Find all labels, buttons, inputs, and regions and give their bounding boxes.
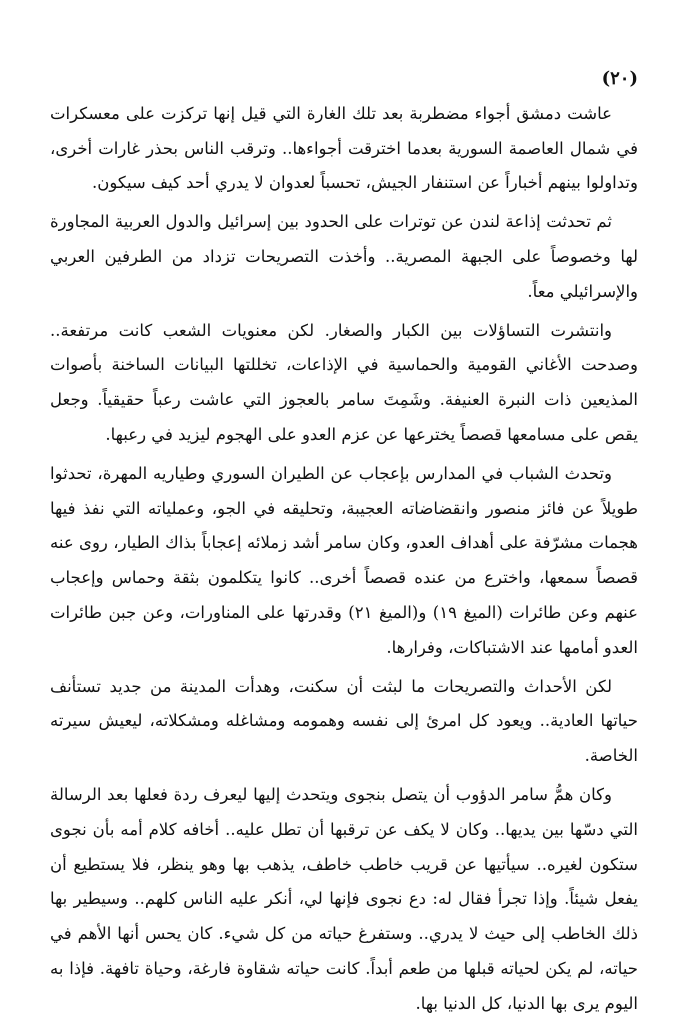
chapter-number: (٢٠) xyxy=(601,68,638,89)
paragraph-6: وكان همُّ سامر الدؤوب أن يتصل بنجوى ويتحدث إليها ليعرف ردة فعلها بعد الرسالة التي دسّها بين يديها.. وكان لا يكف عن ترقبها أن تطل عليه.. أخافه كلام أمه بأن نجوى ستكون لغيره.. سيأتيها عن قريب خاطب خاطف، يذهب بها وهو ينظر، فلا يستطيع أن يفعل شيئاً. وإذا تجرأ فقال له: دع نجوى فإنها لي، أنكر عليه الناس كلهم.. وسيطير بها ذلك الخاطب إلى حيث لا يدري.. وستفرغ حياته من كل شيء. كان يحس أنها الأهم في حياته، لم يكن لحياته قبلها من طعم أبداً. كانت حياته شقاوة فارغة، وحياة تافهة. فإذا به اليوم يرى بها الدنيا، كل الدنيا بها. xyxy=(50,784,638,1013)
book-page xyxy=(50,62,638,1026)
paragraph-4: وتحدث الشباب في المدارس بإعجاب عن الطيران السوري وطياريه المهرة، تحدثوا طويلاً عن فائز منصور وانقضاضاته العجيبة، وتحليقه في الجو، وعملياته التي نفذ فيها هجمات مشرّفة على أهداف العدو، وكان سامر أشد زملائه إعجاباً بذاك الطيار، روى عنه قصصاً سمعها، واخترع من عنده قصصاً أخرى.. كانوا يتكلمون بثقة وحماس وإعجاب عنهم وعن طائرات (الميغ ١٩) و(الميغ ٢١) وقدرتها على المناورات، وعن جبن طائرات العدو أمامها عند الاشتباكات، وفرارها. xyxy=(50,463,638,657)
paragraph-3: وانتشرت التساؤلات بين الكبار والصغار. لكن معنويات الشعب كانت مرتفعة.. وصدحت الأغاني القومية والحماسية في الإذاعات، تخللتها البيانات الساخنة بأصوات المذيعين ذات النبرة العنيفة. وشَمِتَ سامر بالعجوز التي عاشت رعباً حقيقياً. وجعل يقص على مسامعها قصصاً يخترعها عن عزم العدو على الهجوم ليزيد في رعبها. xyxy=(50,320,638,444)
paragraph-2: ثم تحدثت إذاعة لندن عن توترات على الحدود بين إسرائيل والدول العربية المجاورة لها وخصوصاً على الجبهة المصرية.. وأخذت التصريحات تزداد من الطرفين العربي والإسرائيلي معاً. xyxy=(50,212,638,301)
paragraph-5: لكن الأحداث والتصريحات ما لبثت أن سكنت، وهدأت المدينة من جديد تستأنف حياتها العادية.. ويعود كل امرئ إلى نفسه وهمومه ومشاغله ومشكلاته، ليعيش سيرته الخاصة. xyxy=(50,676,638,766)
paragraph-1: عاشت دمشق أجواء مضطربة بعد تلك الغارة التي قيل إنها تركزت على معسكرات في شمال العاصمة السورية بعدما اخترقت أجواءها.. وترقب الناس بحذر غارات أخرى، وتداولوا بينهم أخباراً عن استنفار الجيش، تحسباً لعدوان لا يدري أحد كيف سيكون. xyxy=(50,103,638,193)
